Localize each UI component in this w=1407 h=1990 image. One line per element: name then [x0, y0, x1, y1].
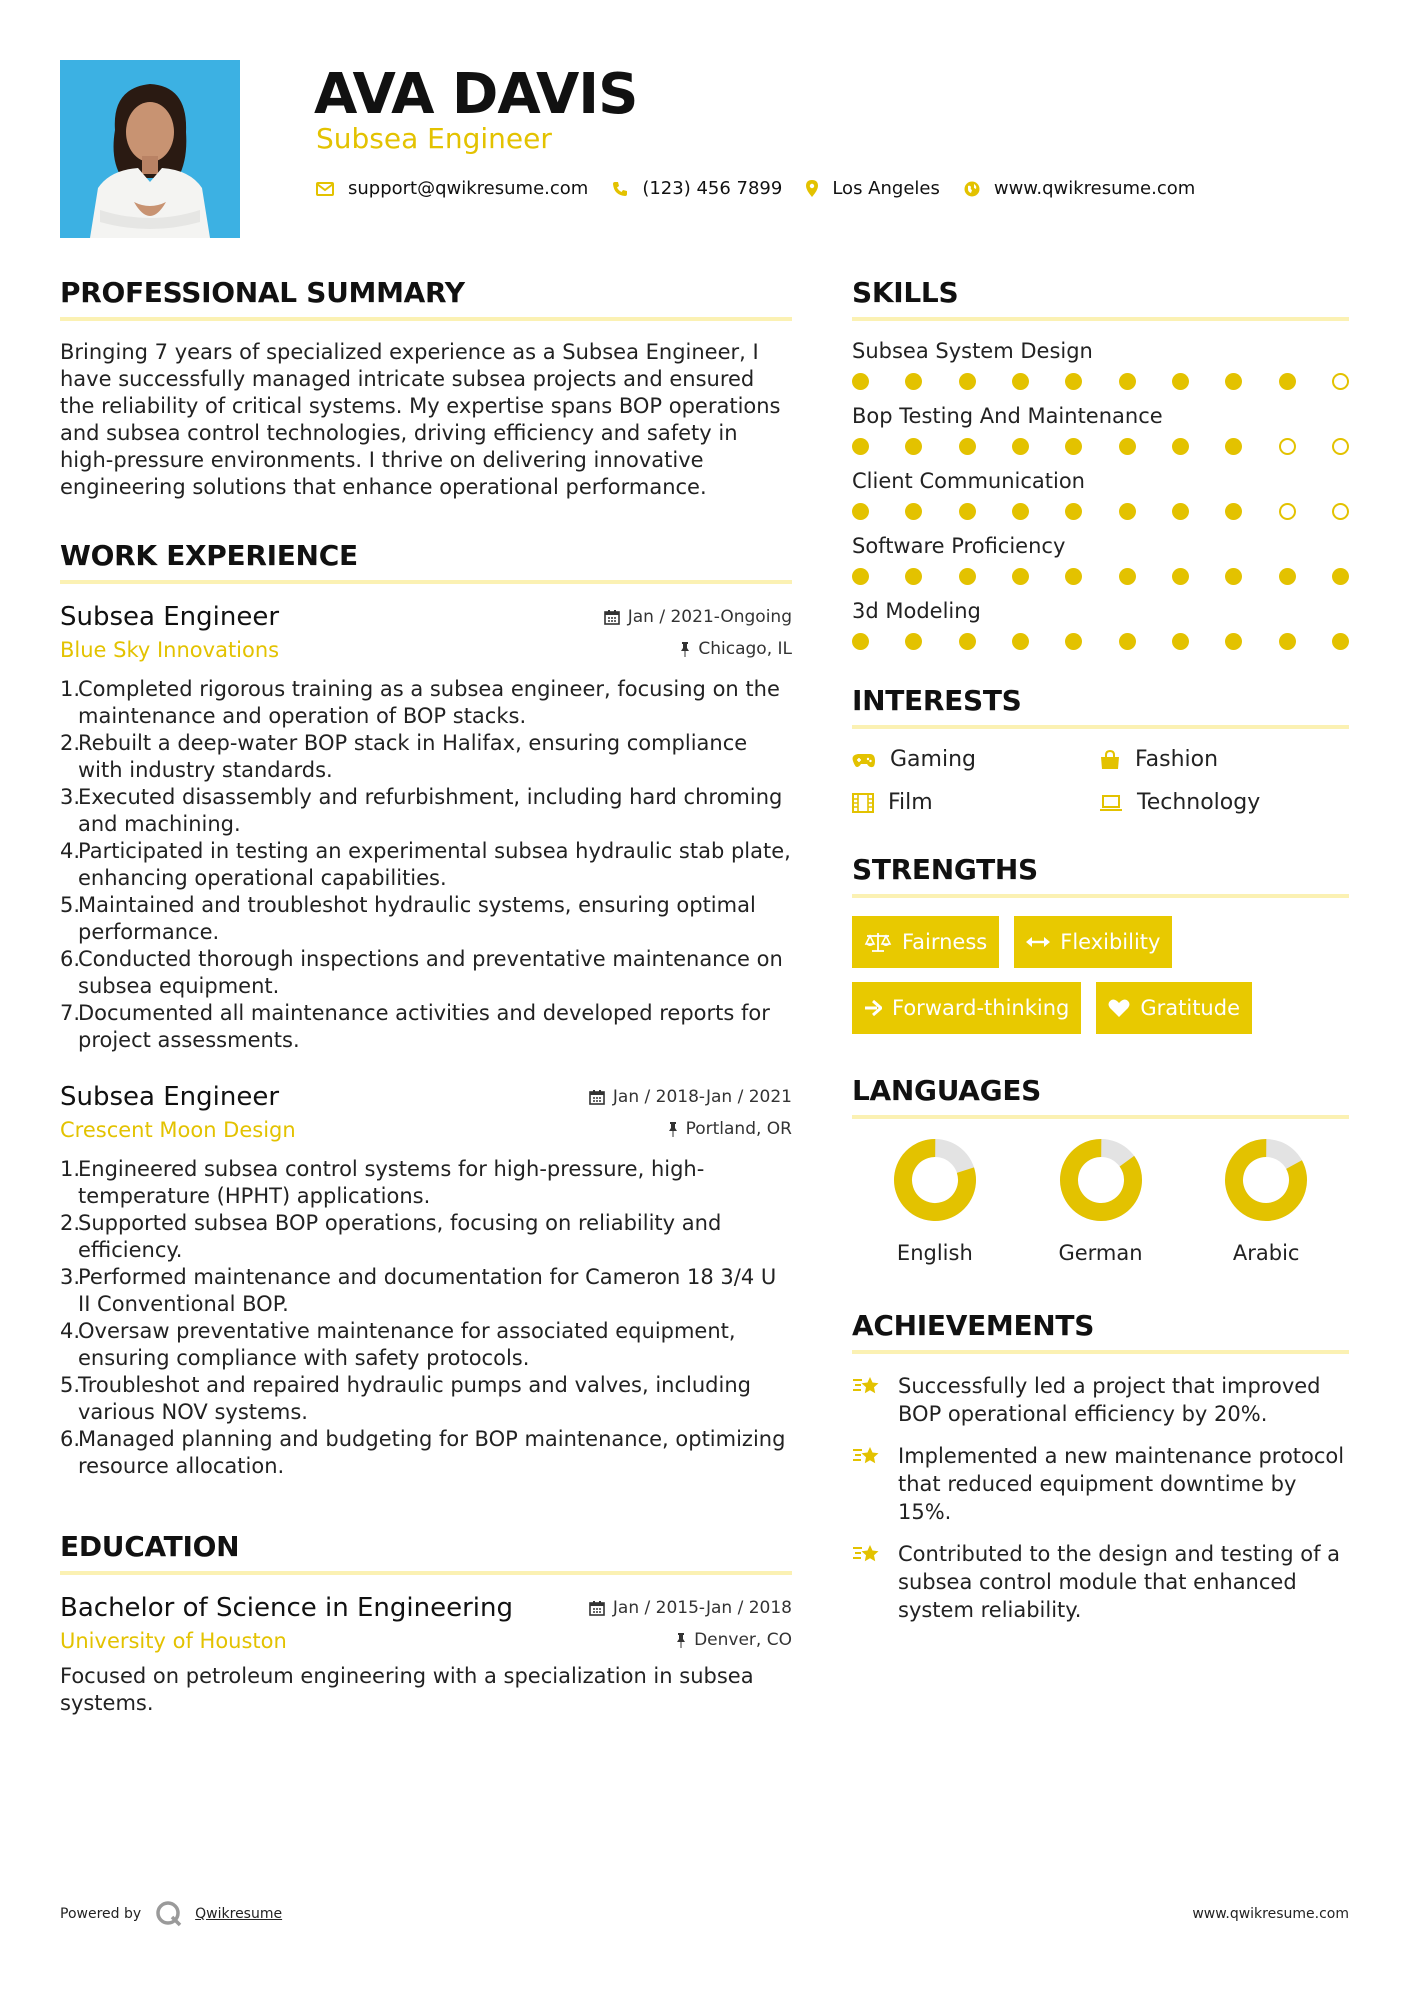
gamepad-icon: [852, 752, 876, 768]
summary-heading: PROFESSIONAL SUMMARY: [60, 276, 792, 321]
strength-label: Forward-thinking: [892, 996, 1070, 1020]
skill-dot-filled: [852, 503, 869, 520]
strength-label: Flexibility: [1060, 930, 1161, 954]
footer-powered: [60, 1900, 282, 1928]
skill-dot-filled: [905, 568, 922, 585]
skill-dot-filled: [1279, 568, 1296, 585]
powered-by-text: Powered by: [60, 1906, 142, 1922]
achievement-item: [852, 1372, 1349, 1428]
skill-name: 3d Modeling: [852, 599, 981, 623]
calendar-icon: [604, 609, 620, 625]
skill-dot-filled: [1012, 373, 1029, 390]
interest-item: [852, 790, 1099, 815]
skill-name: Subsea System Design: [852, 339, 1093, 363]
job-bullets: [60, 1156, 792, 1480]
interest-item: [1099, 790, 1349, 815]
balance-scale-icon: [864, 931, 892, 953]
skill-dot-filled: [1172, 633, 1189, 650]
education-entry: [60, 1593, 792, 1717]
pin-icon: [676, 1632, 686, 1648]
skill-item: [852, 339, 1349, 390]
skill-rating: [852, 373, 1349, 390]
skill-dot-filled: [1119, 633, 1136, 650]
qwikresume-link[interactable]: Qwikresume: [195, 1906, 283, 1922]
achievements-heading: ACHIEVEMENTS: [852, 1309, 1349, 1354]
skill-item: [852, 599, 1349, 650]
skill-dot-filled: [959, 568, 976, 585]
list-item: Participated in testing an experimental subsea hydraulic stab plate, enhancing operational capabilities.: [78, 839, 791, 890]
contact-email-text: support@qwikresume.com: [348, 178, 589, 199]
skill-dot-filled: [959, 373, 976, 390]
list-item: Oversaw preventative maintenance for associated equipment, ensuring compliance with safety protocols.: [78, 1319, 736, 1370]
skill-dot-filled: [1225, 373, 1242, 390]
shooting-star-icon: [852, 1444, 882, 1470]
arrow-right-icon: [864, 999, 882, 1017]
interest-label: Technology: [1137, 790, 1261, 815]
languages-list: [852, 1137, 1349, 1265]
skill-dot-filled: [1065, 568, 1082, 585]
interests-heading: INTERESTS: [852, 684, 1349, 729]
skill-dot-empty: [1332, 503, 1349, 520]
skill-rating: [852, 633, 1349, 650]
skill-dot-filled: [1119, 438, 1136, 455]
skill-dot-filled: [905, 373, 922, 390]
avatar: [60, 60, 240, 238]
skill-name: Software Proficiency: [852, 534, 1066, 558]
interest-label: Film: [888, 790, 933, 815]
education-sub-row: [60, 1629, 792, 1653]
skill-dot-filled: [1119, 568, 1136, 585]
globe-icon: [964, 181, 980, 197]
degree-title: Bachelor of Science in Engineering: [60, 1593, 513, 1623]
skill-dot-filled: [1119, 503, 1136, 520]
candidate-name: AVA DAVIS: [314, 62, 638, 127]
job-location-text: Chicago, IL: [698, 639, 792, 659]
film-icon: [852, 793, 874, 813]
summary-text: Bringing 7 years of specialized experience as a Subsea Engineer, I have successfully managed intricate subsea projects and ensured the reliability of critical systems. My expertise spans BOP operations and subsea control technologies, driving efficiency and safety in high-pressure environments. I thrive on delivering innovative engineering solutions that enhance operational performance.: [60, 340, 781, 499]
candidate-role: Subsea Engineer: [316, 122, 552, 155]
skill-dot-filled: [1012, 503, 1029, 520]
contact-location: [806, 178, 940, 199]
interest-label: Gaming: [890, 747, 976, 772]
laptop-icon: [1099, 794, 1123, 812]
school-name: University of Houston: [60, 1629, 287, 1653]
skill-dot-filled: [852, 373, 869, 390]
skill-dot-filled: [852, 633, 869, 650]
strength-badge: [1096, 982, 1252, 1034]
skill-dot-filled: [1012, 633, 1029, 650]
left-column: [60, 276, 792, 1717]
skill-name: Bop Testing And Maintenance: [852, 404, 1163, 428]
job-date: [589, 1087, 792, 1107]
interest-label: Fashion: [1135, 747, 1219, 772]
skill-item: [852, 534, 1349, 585]
list-item: Rebuilt a deep-water BOP stack in Halifax, ensuring compliance with industry standards.: [78, 731, 748, 782]
skill-dot-filled: [1012, 568, 1029, 585]
strength-label: Fairness: [902, 930, 988, 954]
contact-email[interactable]: [316, 178, 588, 199]
language-label: English: [896, 1241, 973, 1265]
donut-fill: [1223, 1137, 1309, 1223]
skill-dot-filled: [1065, 633, 1082, 650]
contact-phone-text: (123) 456 7899: [642, 178, 783, 199]
contact-location-text: Los Angeles: [832, 178, 940, 199]
language-donut: [892, 1137, 978, 1223]
job-header-row: [60, 602, 792, 632]
job-company: Blue Sky Innovations: [60, 638, 280, 662]
contact-website-text: www.qwikresume.com: [993, 178, 1196, 199]
languages-heading: LANGUAGES: [852, 1074, 1349, 1119]
strengths-heading: STRENGTHS: [852, 853, 1349, 898]
skill-rating: [852, 503, 1349, 520]
education-date: [589, 1598, 792, 1618]
education-header-row: [60, 1593, 792, 1623]
job-sub-row: [60, 638, 792, 662]
job-date-text: Jan / 2018-Jan / 2021: [612, 1087, 792, 1107]
achievement-text: Implemented a new maintenance protocol that reduced equipment downtime by 15%.: [898, 1444, 1345, 1524]
skill-name: Client Communication: [852, 469, 1085, 493]
language-item: [1183, 1137, 1349, 1265]
education-date-text: Jan / 2015-Jan / 2018: [612, 1598, 792, 1618]
language-label: German: [1058, 1241, 1143, 1265]
achievement-text: Successfully led a project that improved BOP operational efficiency by 20%.: [898, 1374, 1321, 1426]
shooting-star-icon: [852, 1374, 882, 1400]
skill-dot-filled: [1332, 568, 1349, 585]
job-title: Subsea Engineer: [60, 1082, 280, 1112]
achievement-item: [852, 1540, 1349, 1624]
job-entry: [60, 1082, 792, 1480]
list-item: Troubleshot and repaired hydraulic pumps and valves, including various NOV systems.: [78, 1373, 751, 1424]
skill-dot-filled: [1225, 568, 1242, 585]
job-date-text: Jan / 2021-Ongoing: [627, 607, 792, 627]
skill-dot-filled: [1172, 438, 1189, 455]
list-item: Documented all maintenance activities and developed reports for project assessments.: [78, 1001, 770, 1052]
language-item: [1018, 1137, 1184, 1265]
interest-item: [852, 747, 1099, 772]
achievements-list: [852, 1372, 1349, 1624]
skill-dot-filled: [1225, 633, 1242, 650]
skill-dot-filled: [905, 633, 922, 650]
job-location: [680, 639, 792, 659]
skill-dot-filled: [1225, 503, 1242, 520]
envelope-icon: [316, 182, 334, 196]
skill-dot-filled: [1012, 438, 1029, 455]
job-sub-row: [60, 1118, 792, 1142]
list-item: Maintained and troubleshot hydraulic systems, ensuring optimal performance.: [78, 893, 756, 944]
job-location-text: Portland, OR: [685, 1119, 792, 1139]
skill-dot-filled: [905, 503, 922, 520]
calendar-icon: [589, 1600, 605, 1616]
job-header-row: [60, 1082, 792, 1112]
skill-dot-filled: [1119, 373, 1136, 390]
strength-badge: [852, 982, 1081, 1034]
shooting-star-icon: [852, 1542, 882, 1568]
skill-dot-filled: [959, 503, 976, 520]
skill-dot-filled: [1065, 503, 1082, 520]
skill-dot-filled: [1172, 503, 1189, 520]
arrows-horizontal-icon: [1026, 936, 1050, 948]
skill-dot-filled: [1172, 373, 1189, 390]
job-date: [604, 607, 792, 627]
skill-dot-filled: [1279, 373, 1296, 390]
skill-dot-filled: [1172, 568, 1189, 585]
skill-dot-empty: [1332, 438, 1349, 455]
contact-phone[interactable]: [612, 178, 782, 199]
job-title: Subsea Engineer: [60, 602, 280, 632]
skill-dot-filled: [1065, 438, 1082, 455]
list-item: Performed maintenance and documentation for Cameron 18 3/4 U II Conventional BOP.: [78, 1265, 777, 1316]
education-heading: EDUCATION: [60, 1530, 792, 1575]
education-location-text: Denver, CO: [694, 1630, 792, 1650]
language-donut: [1223, 1137, 1309, 1223]
skill-dot-empty: [1332, 373, 1349, 390]
footer-site-link[interactable]: www.qwikresume.com: [1192, 1906, 1349, 1922]
skill-dot-empty: [1279, 438, 1296, 455]
job-entry: [60, 602, 792, 1054]
interest-item: [1099, 747, 1349, 772]
list-item: Engineered subsea control systems for high-pressure, high-temperature (HPHT) applications.: [78, 1157, 705, 1208]
skill-dot-filled: [1225, 438, 1242, 455]
skill-item: [852, 404, 1349, 455]
list-item: Executed disassembly and refurbishment, including hard chroming and machining.: [78, 785, 783, 836]
list-item: Completed rigorous training as a subsea engineer, focusing on the maintenance and operation of BOP stacks.: [78, 677, 780, 728]
skill-dot-filled: [959, 438, 976, 455]
strength-badge: [1014, 916, 1172, 968]
skill-rating: [852, 568, 1349, 585]
education-description: Focused on petroleum engineering with a specialization in subsea systems.: [60, 1664, 754, 1715]
list-item: Conducted thorough inspections and preventative maintenance on subsea equipment.: [78, 947, 783, 998]
pin-icon: [680, 641, 690, 657]
heart-icon: [1108, 998, 1130, 1018]
language-donut: [1058, 1137, 1144, 1223]
strengths-list: [852, 916, 1349, 1034]
skill-dot-filled: [1279, 633, 1296, 650]
job-bullets: [60, 676, 792, 1054]
skill-rating: [852, 438, 1349, 455]
interests-list: [852, 747, 1349, 815]
strength-label: Gratitude: [1140, 996, 1240, 1020]
job-location: [668, 1119, 792, 1139]
skill-dot-filled: [905, 438, 922, 455]
skill-dot-filled: [1065, 373, 1082, 390]
job-company: Crescent Moon Design: [60, 1118, 296, 1142]
skill-dot-empty: [1279, 503, 1296, 520]
contact-bar: [316, 178, 1219, 199]
experience-heading: WORK EXPERIENCE: [60, 539, 792, 584]
language-item: [852, 1137, 1018, 1265]
list-item: Supported subsea BOP operations, focusing on reliability and efficiency.: [78, 1211, 722, 1262]
skill-dot-filled: [959, 633, 976, 650]
pin-icon: [668, 1121, 678, 1137]
list-item: Managed planning and budgeting for BOP maintenance, optimizing resource allocation.: [78, 1427, 786, 1478]
shopping-bag-icon: [1099, 750, 1121, 770]
skill-dot-filled: [1332, 633, 1349, 650]
education-location: [676, 1630, 792, 1650]
skill-item: [852, 469, 1349, 520]
skills-list: [852, 339, 1349, 650]
skills-heading: SKILLS: [852, 276, 1349, 321]
achievement-text: Contributed to the design and testing of a subsea control module that enhanced system reliability.: [898, 1542, 1341, 1622]
map-marker-icon: [806, 180, 818, 197]
phone-icon: [612, 181, 628, 197]
strength-badge: [852, 916, 999, 968]
skill-dot-filled: [852, 568, 869, 585]
right-column: [852, 276, 1349, 1638]
profile-photo: [60, 60, 240, 238]
qwikresume-logo-icon: [155, 1900, 183, 1928]
donut-fill: [1058, 1137, 1144, 1223]
achievement-item: [852, 1442, 1349, 1526]
contact-website[interactable]: [964, 178, 1195, 199]
skill-dot-filled: [852, 438, 869, 455]
language-label: Arabic: [1232, 1241, 1300, 1265]
calendar-icon: [589, 1089, 605, 1105]
